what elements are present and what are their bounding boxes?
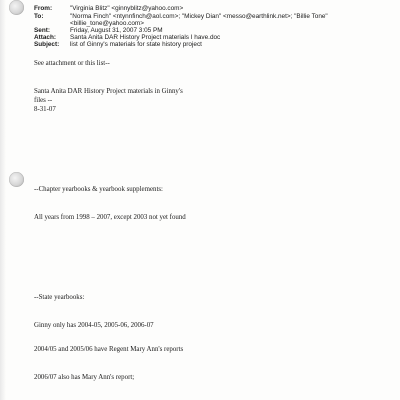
chapter-heading: --Chapter yearbooks & yearbook supplements:: [34, 186, 163, 193]
list-title-line2: files --: [34, 97, 53, 104]
subject-value: list of Ginny's materials for state history project: [70, 41, 202, 48]
state-line-2: 2004/05 and 2005/06 have Regent Mary Ann's reports: [34, 346, 184, 353]
sent-label: Sent:: [34, 27, 50, 34]
list-title-line1: Santa Anita DAR History Project materials in Ginny's: [34, 88, 183, 95]
attach-value: Santa Anita DAR History Project materials I have.doc: [70, 34, 221, 41]
subject-label: Subject:: [34, 41, 60, 48]
list-date: 8-31-07: [34, 106, 56, 113]
scan-edge-shadow: [0, 0, 6, 400]
hole-punch-middle: [9, 172, 24, 187]
attach-label: Attach:: [34, 34, 57, 41]
from-label: From:: [34, 5, 53, 12]
hole-punch-top: [9, 0, 24, 15]
state-heading: --State yearbooks:: [34, 294, 85, 301]
from-value: "Virginia Blitz" <ginnyblitz@yahoo.com>: [70, 5, 184, 12]
intro-text: See attachment or this list--: [34, 60, 110, 67]
to-label: To:: [34, 13, 44, 20]
sent-value: Friday, August 31, 2007 3:05 PM: [70, 27, 163, 34]
state-line-3: 2006/07 also has Mary Ann's report;: [34, 374, 135, 381]
chapter-text: All years from 1998 – 2007, except 2003 not yet found: [34, 214, 186, 221]
state-line-1: Ginny only has 2004-05, 2005-06, 2006-07: [34, 322, 154, 329]
to-value-line1: "Norma Finch" <ntynnfinch@aol.com>; "Mickey Dian" <messo@earthlink.net>; "Billie Tone": [70, 13, 328, 20]
to-value-line2: <billie_tone@yahoo.com>: [70, 20, 144, 27]
